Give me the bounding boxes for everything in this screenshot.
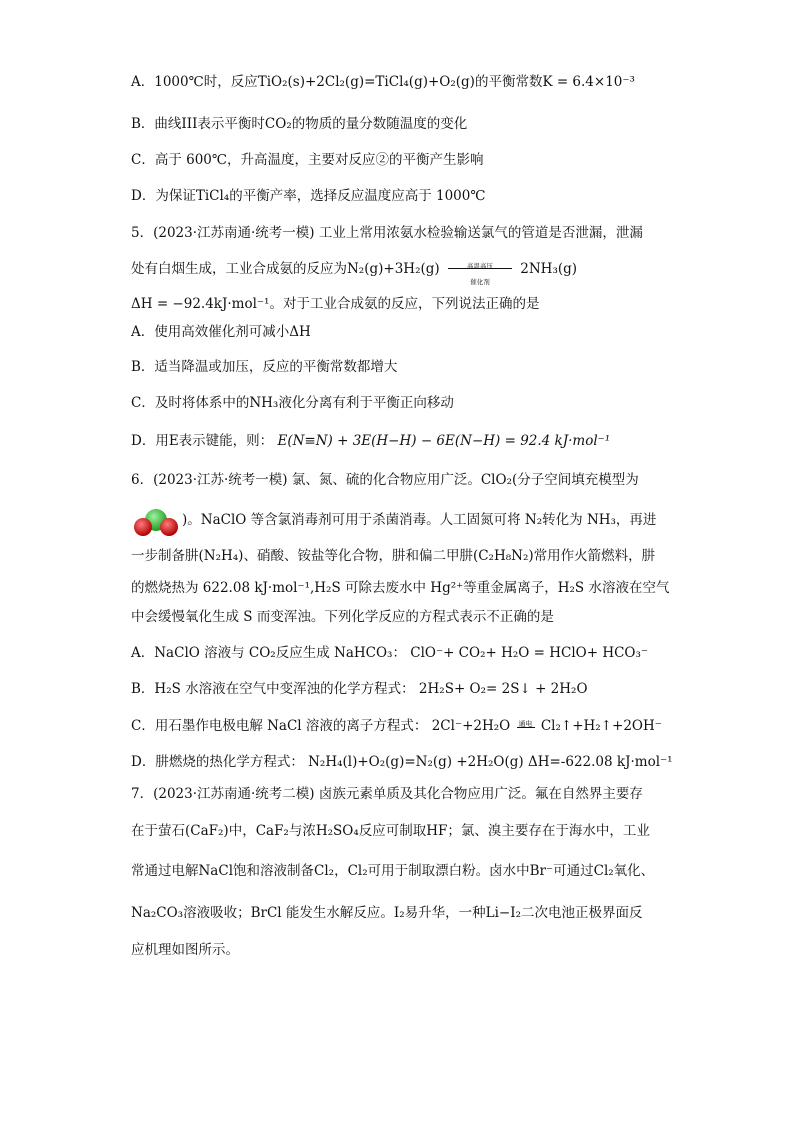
- q5-stem-line1: 5．(2023·江苏南通·统考一模) 工业上常用浓氨水检验输送氯气的管道是否泄漏，泄漏: [131, 225, 643, 241]
- q7-stem-line4: Na₂CO₃溶液吸收；BrCl 能发生水解反应。I₂易升华，一种Li−I₂二次电池正极界面反: [131, 905, 643, 921]
- q5-option-d: [131, 431, 671, 451]
- q5-option-b: B．适当降温或加压，反应的平衡常数都增大: [131, 359, 398, 375]
- q6-option-c-products: Cl₂↑+H₂↑+2OH⁻: [540, 718, 662, 734]
- q7-stem-line1: 7．(2023·江苏南通·统考二模) 卤族元素单质及其化合物应用广泛。氟在自然界主要存: [131, 786, 643, 802]
- q4-option-a: A．1000℃时，反应TiO₂(s)+2Cl₂(g)=TiCl₄(g)+O₂(g)的平衡常数K = 6.4×10⁻³: [131, 74, 635, 90]
- q6-stem-line3: 一步制备肼(N₂H₄)、硝酸、铵盐等化合物，肼和偏二甲肼(C₂H₈N₂)常用作火箭燃料，肼: [131, 548, 656, 564]
- q7-stem-line2: 在于萤石(CaF₂)中，CaF₂与浓H₂SO₄反应可制取HF；氯、溴主要存在于海水中，工业: [131, 823, 650, 839]
- q5-stem-line2: [131, 259, 671, 286]
- q6-option-c: [131, 716, 671, 736]
- q5-option-c: C．及时将体系中的NH₃液化分离有利于平衡正向移动: [131, 395, 454, 411]
- q6-stem-line4: 的燃烧热为 622.08 kJ·mol⁻¹,H₂S 可除去废水中 Hg²⁺等重金属离子，H₂S 水溶液在空气: [131, 580, 670, 596]
- q5-option-d-equation: E(N≡N) + 3E(H−H) − 6E(N−H) = 92.4 kJ·mol⁻¹: [277, 433, 611, 449]
- q4-option-d: D．为保证TiCl₄的平衡产率，选择反应温度应高于 1000℃: [131, 188, 486, 204]
- q5-option-a: A．使用高效催化剂可减小ΔH: [131, 324, 311, 340]
- q7-stem-line5: 应机理如图所示。: [131, 942, 239, 958]
- q6-option-b: B．H₂S 水溶液在空气中变浑浊的化学方程式： 2H₂S+ O₂= 2S↓ + 2H₂O: [131, 681, 588, 697]
- q7-stem-line3: 常通过电解NaCl饱和溶液制备Cl₂，Cl₂可用于制取漂白粉。卤水中Br⁻可通过Cl₂氧化、: [131, 863, 655, 879]
- clo2-space-filling-model-icon: [131, 508, 181, 538]
- q5-stem-line3: ΔH = −92.4kJ·mol⁻¹。对于工业合成氨的反应，下列说法正确的是: [131, 296, 540, 312]
- q5-option-d-label: D．用E表示键能，则：: [131, 433, 274, 449]
- q6-option-a: A．NaClO 溶液与 CO₂反应生成 NaHCO₃： ClO⁻+ CO₂+ H₂O = HClO+ HCO₃⁻: [131, 645, 649, 661]
- q6-stem-line5: 中会缓慢氧化生成 S 而变浑浊。下列化学反应的方程式表示不正确的是: [131, 609, 554, 625]
- q4-option-b: B．曲线III表示平衡时CO₂的物质的量分数随温度的变化: [131, 116, 468, 132]
- q5-stem-line2-product: 2NH₃(g): [520, 261, 578, 277]
- q6-stem-line1: 6．(2023·江苏·统考一模) 氯、氮、硫的化合物应用广泛。ClO₂(分子空间填充模型为: [131, 472, 639, 488]
- q4-option-c: C．高于 600℃，升高温度，主要对反应②的平衡产生影响: [131, 152, 484, 168]
- electrolysis-arrow: [515, 720, 537, 734]
- q6-option-d: D．肼燃烧的热化学方程式： N₂H₄(l)+O₂(g)=N₂(g) +2H₂O(g) ΔH=-622.08 kJ·mol⁻¹: [131, 754, 673, 770]
- condition-top: 高温高压: [466, 261, 493, 270]
- q5-stem-line2-text: 处有白烟生成，工业合成氨的反应为N₂(g)+3H₂(g): [131, 261, 440, 277]
- electrolysis-condition: 通电: [518, 719, 533, 728]
- q6-option-c-text: C．用石墨作电极电解 NaCl 溶液的离子方程式： 2Cl⁻+2H₂O: [131, 718, 511, 734]
- reaction-condition-arrow: [444, 261, 516, 286]
- equilibrium-arrow-icon: [448, 268, 512, 269]
- arrow-icon: [517, 727, 535, 728]
- condition-bottom: 催化剂: [470, 277, 490, 286]
- q6-stem-line2: )。NaClO 等含氯消毒剂可用于杀菌消毒。人工固氮可将 N₂转化为 NH₃，再进: [182, 512, 657, 528]
